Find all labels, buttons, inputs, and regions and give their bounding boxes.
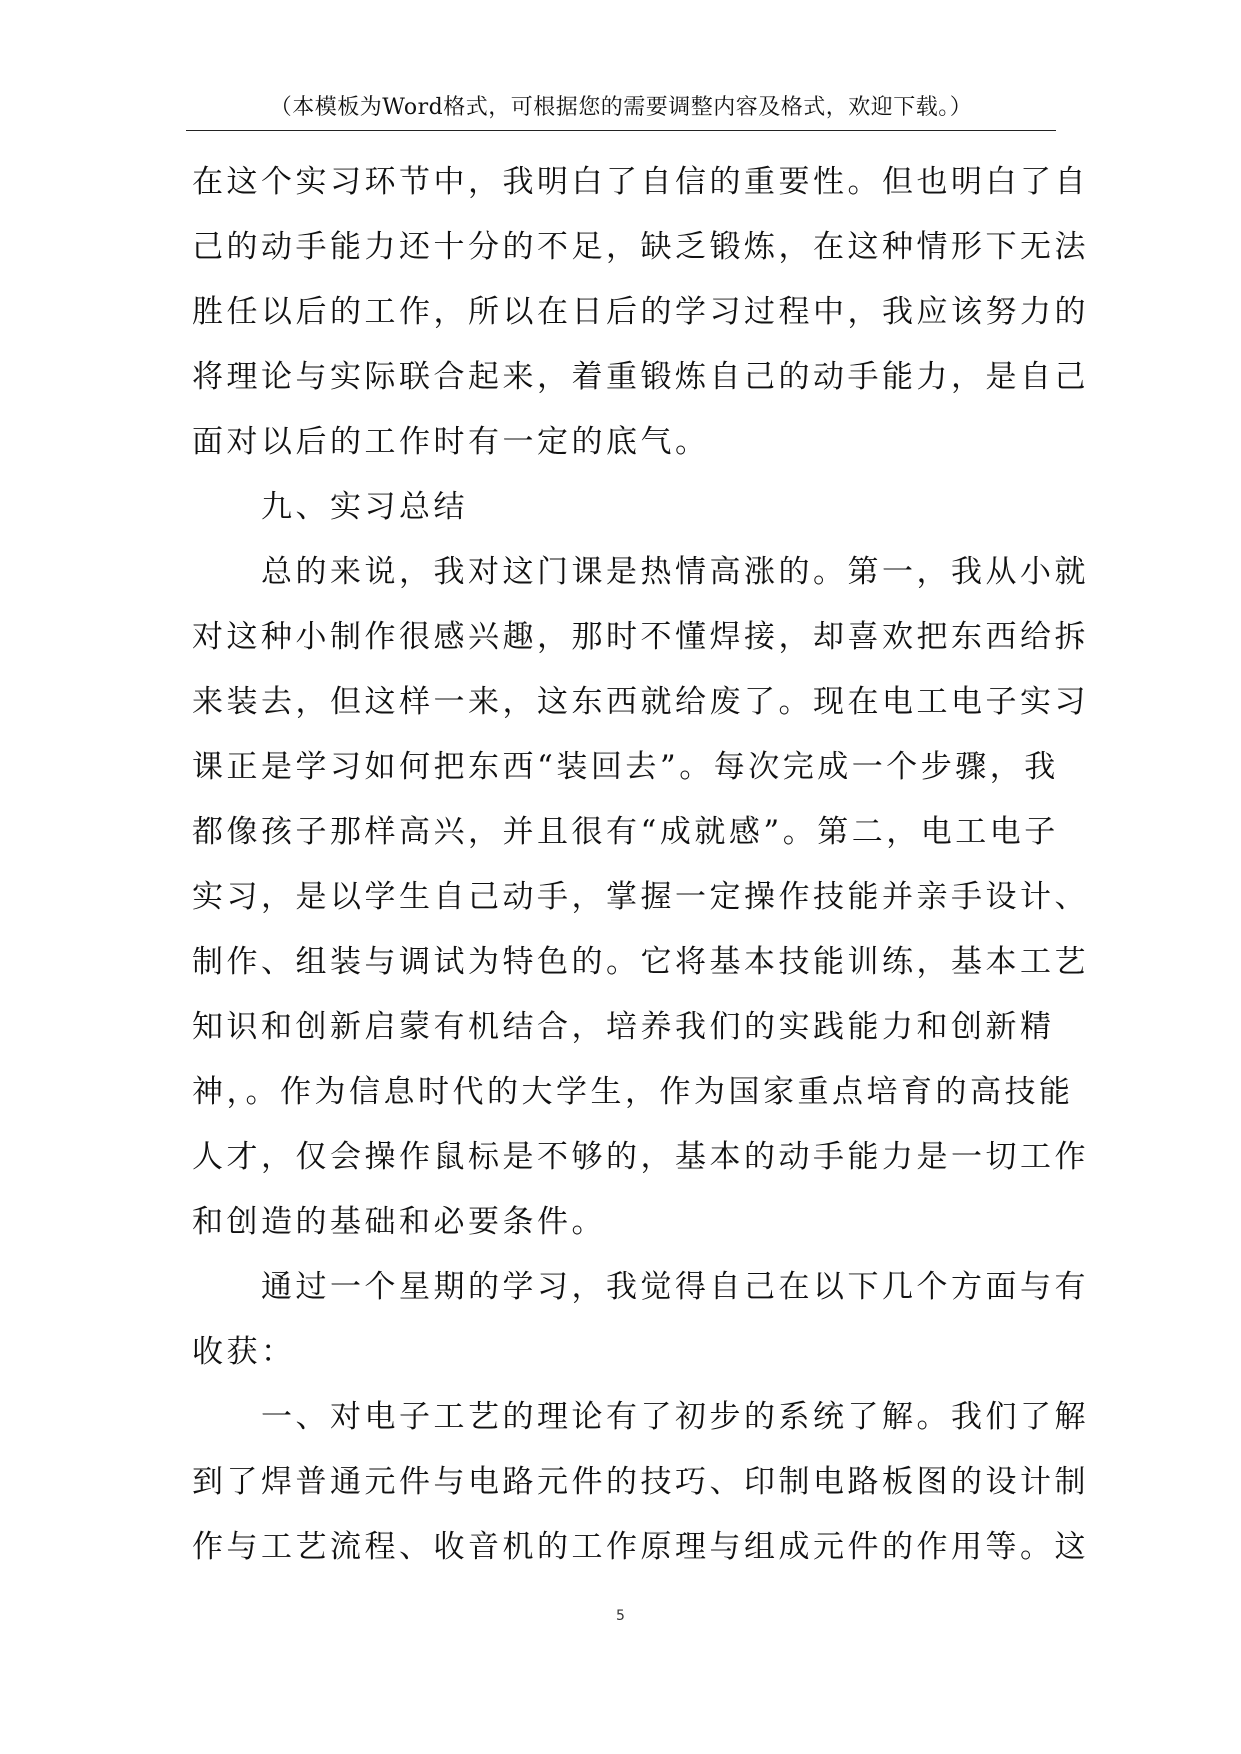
page-number: 5	[616, 1608, 625, 1624]
text-line: 制作、组装与调试为特色的。它将基本技能训练，基本工艺	[192, 944, 1089, 980]
text-line: 神，。作为信息时代的大学生，作为国家重点培育的高技能	[192, 1074, 1074, 1110]
text-line: 和创造的基础和必要条件。	[192, 1204, 606, 1240]
text-line: 将理论与实际联合起来，着重锻炼自己的动手能力，是自己	[192, 359, 1089, 395]
text-line: 对这种小制作很感兴趣，那时不懂焊接，却喜欢把东西给拆	[192, 619, 1089, 655]
text-line: 通过一个星期的学习，我觉得自己在以下几个方面与有	[192, 1269, 1089, 1305]
page-header-note: （本模板为Word格式，可根据您的需要调整内容及格式，欢迎下载。）	[269, 95, 973, 120]
text-line: 胜任以后的工作，所以在日后的学习过程中，我应该努力的	[192, 294, 1089, 330]
text-line: 总的来说，我对这门课是热情高涨的。第一，我从小就	[192, 554, 1089, 590]
section-heading: 九、实习总结	[192, 489, 468, 525]
text-line: 己的动手能力还十分的不足，缺乏锻炼，在这种情形下无法	[192, 229, 1089, 265]
text-line: 在这个实习环节中，我明白了自信的重要性。但也明白了自	[192, 164, 1089, 200]
text-line: 人才，仅会操作鼠标是不够的，基本的动手能力是一切工作	[192, 1139, 1089, 1175]
header-divider	[186, 130, 1056, 131]
text-line: 到了焊普通元件与电路元件的技巧、印制电路板图的设计制	[192, 1464, 1089, 1500]
text-line: 都像孩子那样高兴，并且很有“成就感”。第二，电工电子	[192, 814, 1059, 850]
text-line: 收获：	[192, 1334, 296, 1370]
text-line: 知识和创新启蒙有机结合，培养我们的实践能力和创新精	[192, 1009, 1055, 1045]
text-line: 课正是学习如何把东西“装回去”。每次完成一个步骤，我	[192, 749, 1059, 785]
text-line: 作与工艺流程、收音机的工作原理与组成元件的作用等。这	[192, 1529, 1089, 1565]
text-line: 一、对电子工艺的理论有了初步的系统了解。我们了解	[192, 1399, 1089, 1435]
text-line: 实习，是以学生自己动手，掌握一定操作技能并亲手设计、	[192, 879, 1089, 915]
text-line: 来装去，但这样一来，这东西就给废了。现在电工电子实习	[192, 684, 1089, 720]
document-body	[192, 150, 1092, 1580]
text-line: 面对以后的工作时有一定的底气。	[192, 424, 710, 460]
